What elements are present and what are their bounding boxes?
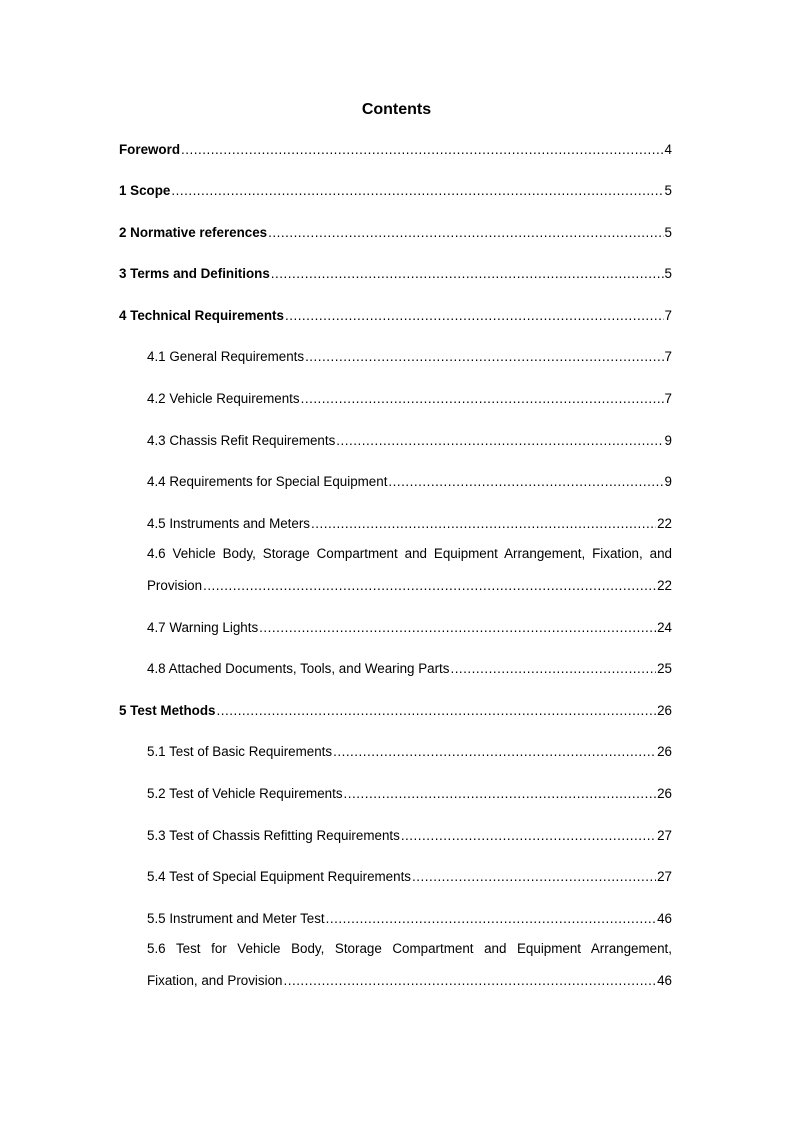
toc-label: 4.3 Chassis Refit Requirements (147, 433, 336, 448)
page-title: Contents (361, 101, 432, 118)
toc-page-number: 22 (657, 516, 672, 531)
toc-entry-scope[interactable] (119, 183, 672, 199)
toc-page-number: 26 (657, 703, 672, 718)
toc-page-number: 22 (657, 578, 672, 593)
toc-page-number: 7 (664, 308, 672, 323)
toc-page-number: 9 (664, 474, 672, 489)
toc-entry-normative-references[interactable] (119, 225, 672, 241)
toc-label: Fixation, and Provision (147, 973, 283, 988)
dot-leader (388, 474, 663, 490)
toc-label: 4.7 Warning Lights (147, 620, 259, 635)
toc-entry-test-methods[interactable] (119, 703, 672, 719)
dot-leader (203, 578, 656, 594)
dot-leader (216, 703, 656, 719)
toc-entry-4-2[interactable] (147, 391, 672, 407)
toc-label: 5 Test Methods (119, 703, 216, 718)
toc-entry-4-7[interactable] (147, 620, 672, 636)
toc-label: 5.2 Test of Vehicle Requirements (147, 786, 343, 801)
toc-entry-5-3[interactable] (147, 828, 672, 844)
toc-label: 4.4 Requirements for Special Equipment (147, 474, 388, 489)
dot-leader (283, 973, 656, 989)
toc-page-number: 7 (664, 349, 672, 364)
toc-label: 3 Terms and Definitions (119, 266, 270, 281)
toc-entry-4-5[interactable] (147, 516, 672, 532)
dot-leader (326, 911, 656, 927)
dot-leader (333, 744, 656, 760)
toc-page-number: 25 (657, 661, 672, 676)
dot-leader (305, 349, 663, 365)
toc-page-number: 5 (664, 183, 672, 198)
toc-label: 2 Normative references (119, 225, 268, 240)
toc-page-number: 5 (664, 266, 672, 281)
toc-page-number: 46 (657, 911, 672, 926)
toc-label: 4.1 General Requirements (147, 349, 305, 364)
toc-page-number: 4 (664, 142, 672, 157)
toc-page-number: 27 (657, 869, 672, 884)
toc-label: 5.1 Test of Basic Requirements (147, 744, 333, 759)
toc-entry-terms-definitions[interactable] (119, 266, 672, 282)
toc-entry-technical-requirements[interactable] (119, 308, 672, 324)
toc-entry-5-5[interactable] (147, 911, 672, 927)
toc-page-number: 26 (657, 744, 672, 759)
toc-entry-5-4[interactable] (147, 869, 672, 885)
dot-leader (171, 183, 663, 199)
toc-page-number: 9 (664, 433, 672, 448)
toc-label: 4 Technical Requirements (119, 308, 284, 323)
dot-leader (268, 225, 663, 241)
toc-page-number: 46 (657, 973, 672, 988)
toc-label: 5.4 Test of Special Equipment Requirements (147, 869, 411, 884)
toc-entry-5-1[interactable] (147, 744, 672, 760)
dot-leader (259, 620, 656, 636)
toc-entry-4-6-line1[interactable]: 4.6 Vehicle Body, Storage Compartment and Equipment Arrangement, Fixation, and (147, 546, 672, 561)
dot-leader (344, 786, 657, 802)
dot-leader (181, 142, 664, 158)
toc-label: Provision (147, 578, 203, 593)
toc-label: 5.5 Instrument and Meter Test (147, 911, 325, 926)
toc-label: 4.8 Attached Documents, Tools, and Wearing Parts (147, 661, 450, 676)
dot-leader (336, 433, 663, 449)
toc-page-number: 27 (657, 828, 672, 843)
toc-label: 4.2 Vehicle Requirements (147, 391, 300, 406)
toc-entry-4-8[interactable] (147, 661, 672, 677)
toc-entry-4-3[interactable] (147, 433, 672, 449)
toc-entry-5-6-line1[interactable]: 5.6 Test for Vehicle Body, Storage Compartment and Equipment Arrangement, (147, 941, 672, 956)
toc-label: Foreword (119, 142, 181, 157)
toc-page-number: 5 (664, 225, 672, 240)
toc-entry-4-6[interactable] (147, 578, 672, 594)
toc-label: 1 Scope (119, 183, 171, 198)
toc-page-number: 24 (657, 620, 672, 635)
dot-leader (271, 266, 664, 282)
dot-leader (450, 661, 656, 677)
toc-entry-foreword[interactable] (119, 142, 672, 158)
dot-leader (401, 828, 656, 844)
dot-leader (412, 869, 656, 885)
toc-page-number: 26 (657, 786, 672, 801)
toc-label: 5.3 Test of Chassis Refitting Requirements (147, 828, 400, 843)
toc-label: 4.5 Instruments and Meters (147, 516, 310, 531)
toc-entry-4-1[interactable] (147, 349, 672, 365)
toc-page-number: 7 (664, 391, 672, 406)
toc-entry-4-4[interactable] (147, 474, 672, 490)
toc-entry-5-6[interactable] (147, 973, 672, 989)
dot-leader (301, 391, 664, 407)
dot-leader (285, 308, 664, 324)
dot-leader (311, 516, 656, 532)
toc-entry-5-2[interactable] (147, 786, 672, 802)
